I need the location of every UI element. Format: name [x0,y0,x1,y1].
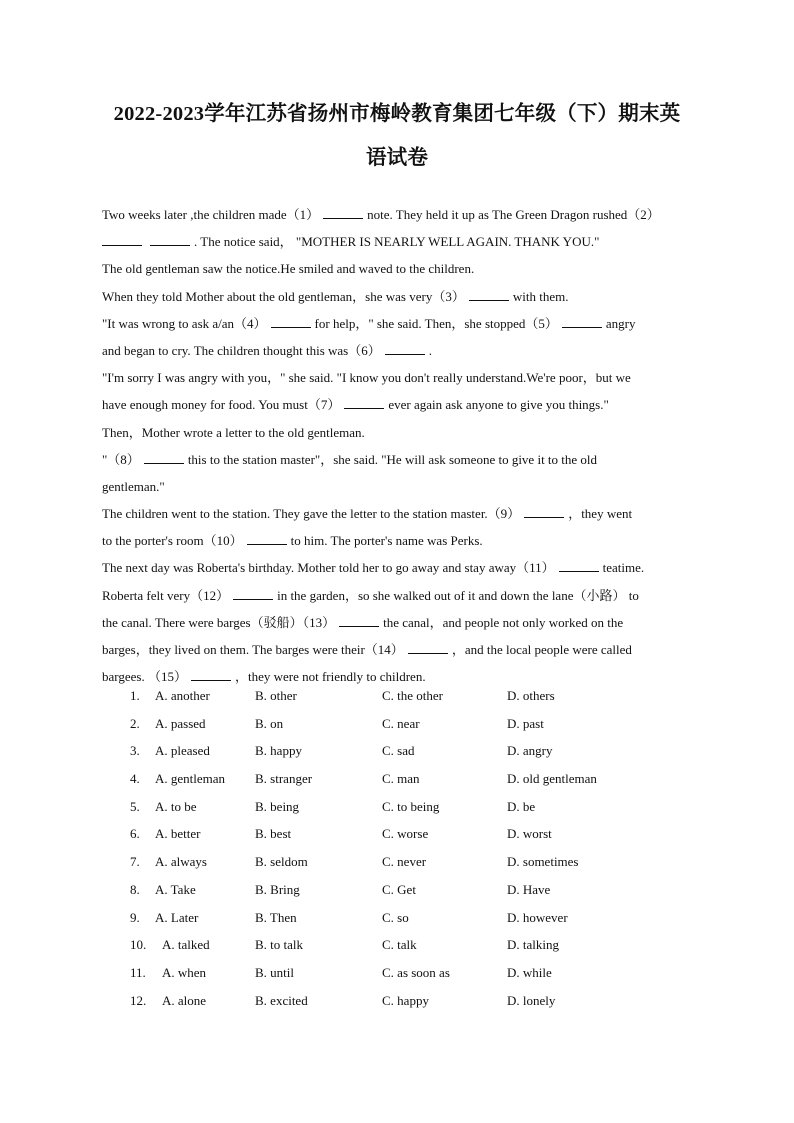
question-number: 11. [130,964,146,980]
passage-text: ，they went [568,506,633,522]
passage-text: Then，Mother wrote a letter to the old gentleman. [102,424,365,440]
option-d[interactable]: D. sometimes [507,854,579,870]
option-d[interactable]: D. worst [507,826,552,842]
option-b[interactable]: B. until [255,964,295,980]
passage-line [102,364,702,391]
option-c[interactable]: C. so [382,909,409,925]
option-d[interactable]: D. however [507,909,568,925]
option-a[interactable]: A. Take [155,881,196,897]
option-b[interactable]: B. best [255,826,292,842]
option-c[interactable]: C. sad [382,743,415,759]
passage-line [102,283,702,310]
answer-blank[interactable] [469,288,509,301]
passage-text: with them. [512,288,569,304]
option-d[interactable]: D. old gentleman [507,771,597,787]
option-a[interactable]: A. another [155,688,210,703]
question-number: 6. [130,826,140,842]
passage-text: "I'm sorry I was angry with you，" she said. "I know you don't really understand.We're poor，but we [102,370,631,386]
question-number: 10. [130,937,147,953]
answer-blank[interactable] [102,233,142,246]
question-number: 2. [130,715,140,731]
option-b[interactable]: B. Bring [255,881,300,897]
passage-text: gentleman." [102,478,165,494]
answer-blank[interactable] [144,451,184,464]
passage-text: . The notice said， "MOTHER IS NEARLY WELL AGAIN. THANK YOU." [194,234,600,250]
passage-line [102,337,702,364]
passage-text: bargees. （15） [102,669,187,685]
answer-blank[interactable] [233,587,273,600]
option-d[interactable]: D. Have [507,881,551,897]
option-b[interactable]: B. other [255,688,297,703]
question-row [0,766,794,794]
question-row [0,711,794,739]
cloze-passage [102,201,702,690]
option-c[interactable]: C. near [382,715,420,731]
passage-text: and began to cry. The children thought this was（6） [102,342,381,358]
question-row [0,960,794,988]
exam-title-line-2: 语试卷 [365,147,429,169]
passage-text: to him. The porter's name was Perks. [290,533,483,549]
option-c[interactable]: C. man [382,771,420,787]
option-b[interactable]: B. on [255,715,284,731]
passage-line [102,582,702,609]
option-d[interactable]: D. talking [507,937,559,953]
question-number: 5. [130,798,140,814]
option-a[interactable]: A. when [162,964,207,980]
option-a[interactable]: A. to be [155,798,197,814]
question-number: 1. [130,688,140,703]
passage-line [102,419,702,446]
option-b[interactable]: B. happy [255,743,302,759]
passage-text: ever again ask anyone to give you things." [388,397,609,413]
passage-text: the canal. There were barges（驳船）（13） [102,614,336,630]
passage-text: Roberta felt very（12） [102,587,230,603]
option-a[interactable]: A. alone [162,992,207,1008]
option-d[interactable]: D. past [507,715,544,731]
answer-blank[interactable] [559,559,599,572]
exam-title-line-1: 2022-2023学年江苏省扬州市梅岭教育集团七年级（下）期末英 [113,103,681,125]
option-a[interactable]: A. pleased [155,743,210,759]
answer-blank[interactable] [385,342,425,355]
passage-line [102,527,702,554]
passage-text: . [428,342,432,358]
option-c[interactable]: C. as soon as [382,964,450,980]
option-d[interactable]: D. others [507,688,555,703]
question-row [0,794,794,822]
question-row [0,821,794,849]
option-b[interactable]: B. excited [255,992,308,1008]
question-number: 4. [130,771,140,787]
passage-text: in the garden，so she walked out of it and down the lane（小路） to [277,587,639,603]
passage-text: ，they were not friendly to children. [234,669,426,685]
option-d[interactable]: D. lonely [507,992,556,1008]
option-b[interactable]: B. to talk [255,937,304,953]
passage-text: The next day was Roberta's birthday. Mother told her to go away and stay away（11） [102,560,555,576]
passage-text: this to the station master"，she said. "He will ask someone to give it to the old [187,451,598,467]
passage-text: When they told Mother about the old gentleman，she was very（3） [102,288,465,304]
question-row [0,683,794,711]
passage-text: angry [605,315,636,331]
passage-line [102,609,702,636]
passage-line [102,255,702,282]
passage-text: teatime. [602,560,645,576]
answer-blank[interactable] [150,233,190,246]
question-number: 9. [130,909,140,925]
answer-blank[interactable] [408,641,448,654]
option-d[interactable]: D. be [507,798,536,814]
question-number: 8. [130,881,140,897]
passage-text: for help，" she said. Then，she stopped（5） [314,315,558,331]
passage-line [102,554,702,581]
passage-text: barges，they lived on them. The barges were their（14） [102,642,404,657]
answer-blank[interactable] [323,206,363,219]
option-c[interactable]: C. happy [382,992,429,1008]
question-row [0,738,794,766]
question-row [0,905,794,933]
passage-line [102,473,702,500]
option-b[interactable]: B. Then [255,909,297,925]
option-a[interactable]: A. better [155,826,201,842]
question-number: 12. [130,992,147,1008]
passage-text: ，and the local people were called [451,642,632,657]
question-row [0,849,794,877]
passage-text: have enough money for food. You must（7） [102,397,341,413]
option-c[interactable]: C. worse [382,826,429,842]
question-number: 3. [130,743,140,759]
passage-line [102,391,702,418]
answer-options [0,683,794,1015]
answer-blank[interactable] [191,668,231,681]
question-row [0,988,794,1016]
option-b[interactable]: B. seldom [255,854,308,870]
passage-text: Two weeks later ,the children made（1） [102,207,320,222]
answer-blank[interactable] [524,505,564,518]
passage-line [102,310,702,337]
answer-blank[interactable] [247,532,287,545]
option-a[interactable]: A. always [155,854,207,870]
passage-text: the canal，and people not only worked on the [383,614,624,630]
passage-line [102,636,702,663]
answer-blank[interactable] [339,614,379,627]
option-a[interactable]: A. passed [155,715,206,731]
passage-text: "（8） [102,451,140,467]
option-c[interactable]: C. the other [382,688,444,703]
passage-line [102,228,702,255]
option-d[interactable]: D. while [507,964,552,980]
question-number: 7. [130,854,140,870]
passage-text: The old gentleman saw the notice.He smiled and waved to the children. [102,261,475,277]
option-b[interactable]: B. stranger [255,771,313,787]
question-row [0,932,794,960]
passage-text: "It was wrong to ask a/an（4） [102,315,267,331]
answer-blank[interactable] [271,315,311,328]
option-a[interactable]: A. Later [155,909,199,925]
option-c[interactable]: C. to being [382,798,440,814]
passage-line [102,446,702,473]
question-row [0,877,794,905]
option-a[interactable]: A. talked [162,937,210,953]
answer-blank[interactable] [562,315,602,328]
passage-text: note. They held it up as The Green Dragon rushed（2） [367,207,660,222]
passage-line [102,201,702,228]
passage-line [102,500,702,527]
option-a[interactable]: A. gentleman [155,771,226,787]
passage-text: The children went to the station. They gave the letter to the station master.（9） [102,506,521,522]
option-b[interactable]: B. being [255,798,300,814]
option-d[interactable]: D. angry [507,743,553,759]
option-c[interactable]: C. never [382,854,427,870]
passage-text: to the porter's room（10） [102,533,243,549]
option-c[interactable]: C. Get [382,881,416,897]
answer-blank[interactable] [344,396,384,409]
option-c[interactable]: C. talk [382,937,417,953]
